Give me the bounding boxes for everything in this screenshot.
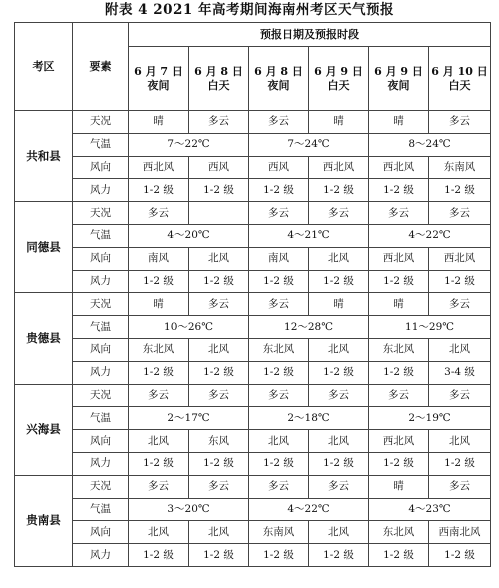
county-name: 兴海县 xyxy=(15,384,73,475)
value-cell: 晴 xyxy=(129,111,189,134)
value-cell: 西南北风 xyxy=(429,521,491,544)
period-date: 6 月 9 日 xyxy=(374,64,423,78)
value-cell: 南风 xyxy=(249,247,309,270)
element-label: 风向 xyxy=(73,521,129,544)
value-cell: 1-2 级 xyxy=(189,179,249,202)
value-cell: 北风 xyxy=(129,430,189,453)
header-group: 预报日期及预报时段 xyxy=(129,23,491,47)
value-cell: 多云 xyxy=(429,293,491,316)
header-area: 考区 xyxy=(15,23,73,111)
value-cell xyxy=(189,202,249,225)
value-cell: 北风 xyxy=(249,430,309,453)
value-cell: 晴 xyxy=(309,111,369,134)
temperature-cell: 2～19℃ xyxy=(369,407,491,430)
value-cell: 多云 xyxy=(189,111,249,134)
table-row xyxy=(15,156,491,179)
value-cell: 南风 xyxy=(129,247,189,270)
value-cell: 多云 xyxy=(189,475,249,498)
value-cell: 1-2 级 xyxy=(369,452,429,475)
value-cell: 晴 xyxy=(369,111,429,134)
period-date: 6 月 9 日 xyxy=(314,64,363,78)
element-label: 风向 xyxy=(73,430,129,453)
element-label: 风力 xyxy=(73,452,129,475)
temperature-cell: 4～21℃ xyxy=(249,224,369,247)
value-cell: 多云 xyxy=(429,384,491,407)
table-row xyxy=(15,475,491,498)
value-cell: 1-2 级 xyxy=(429,179,491,202)
value-cell: 多云 xyxy=(129,384,189,407)
value-cell: 多云 xyxy=(309,384,369,407)
value-cell: 东南风 xyxy=(429,156,491,179)
county-name: 同德县 xyxy=(15,202,73,293)
period-time: 夜间 xyxy=(147,78,170,92)
value-cell: 北风 xyxy=(189,247,249,270)
table-row xyxy=(15,133,491,156)
element-label: 气温 xyxy=(73,407,129,430)
temperature-cell: 4～20℃ xyxy=(129,224,249,247)
value-cell: 晴 xyxy=(129,293,189,316)
value-cell: 多云 xyxy=(249,475,309,498)
element-label: 天况 xyxy=(73,475,129,498)
value-cell: 晴 xyxy=(369,475,429,498)
period-time: 夜间 xyxy=(387,78,410,92)
value-cell: 多云 xyxy=(369,384,429,407)
value-cell: 多云 xyxy=(129,475,189,498)
temperature-cell: 2～17℃ xyxy=(129,407,249,430)
value-cell: 东北风 xyxy=(129,338,189,361)
table-row xyxy=(15,544,491,567)
value-cell: 1-2 级 xyxy=(129,270,189,293)
period-time: 夜间 xyxy=(267,78,290,92)
table-row xyxy=(15,316,491,339)
element-label: 风向 xyxy=(73,247,129,270)
value-cell: 东风 xyxy=(189,430,249,453)
temperature-cell: 8～24℃ xyxy=(369,133,491,156)
period-date: 6 月 7 日 xyxy=(134,64,183,78)
value-cell: 东北风 xyxy=(249,338,309,361)
header-period xyxy=(309,47,369,111)
value-cell: 晴 xyxy=(369,293,429,316)
value-cell: 1-2 级 xyxy=(189,544,249,567)
value-cell: 3-4 级 xyxy=(429,361,491,384)
county-name: 共和县 xyxy=(15,111,73,202)
value-cell: 多云 xyxy=(429,111,491,134)
header-row xyxy=(15,23,491,47)
element-label: 气温 xyxy=(73,133,129,156)
table-row xyxy=(15,202,491,225)
value-cell: 北风 xyxy=(309,521,369,544)
table-title: 附表 4 2021 年高考期间海南州考区天气预报 xyxy=(104,2,395,18)
table-row xyxy=(15,293,491,316)
table-row xyxy=(15,247,491,270)
table-row xyxy=(15,452,491,475)
value-cell: 晴 xyxy=(309,293,369,316)
value-cell: 1-2 级 xyxy=(309,452,369,475)
value-cell: 多云 xyxy=(129,202,189,225)
element-label: 天况 xyxy=(73,111,129,134)
element-label: 风力 xyxy=(73,544,129,567)
value-cell: 北风 xyxy=(189,338,249,361)
element-label: 风力 xyxy=(73,179,129,202)
table-row xyxy=(15,498,491,521)
value-cell: 多云 xyxy=(249,111,309,134)
period-time: 白天 xyxy=(327,78,350,92)
table-row xyxy=(15,179,491,202)
table-row xyxy=(15,361,491,384)
value-cell: 1-2 级 xyxy=(369,179,429,202)
value-cell: 西风 xyxy=(189,156,249,179)
period-time: 白天 xyxy=(448,78,471,92)
value-cell: 多云 xyxy=(189,293,249,316)
value-cell: 1-2 级 xyxy=(429,544,491,567)
period-date: 6 月 10 日 xyxy=(431,64,488,78)
value-cell: 多云 xyxy=(189,384,249,407)
value-cell: 北风 xyxy=(309,247,369,270)
value-cell: 多云 xyxy=(309,202,369,225)
value-cell: 1-2 级 xyxy=(189,361,249,384)
temperature-cell: 7～22℃ xyxy=(129,133,249,156)
table-row xyxy=(15,270,491,293)
value-cell: 西北风 xyxy=(369,247,429,270)
value-cell: 多云 xyxy=(429,475,491,498)
value-cell: 西北风 xyxy=(369,430,429,453)
value-cell: 西北风 xyxy=(429,247,491,270)
element-label: 天况 xyxy=(73,384,129,407)
period-date: 6 月 8 日 xyxy=(194,64,243,78)
header-period xyxy=(249,47,309,111)
value-cell: 东南风 xyxy=(249,521,309,544)
value-cell: 1-2 级 xyxy=(309,544,369,567)
period-date: 6 月 8 日 xyxy=(254,64,303,78)
value-cell: 1-2 级 xyxy=(429,452,491,475)
value-cell: 多云 xyxy=(249,384,309,407)
value-cell: 1-2 级 xyxy=(249,452,309,475)
value-cell: 西风 xyxy=(249,156,309,179)
value-cell: 多云 xyxy=(369,202,429,225)
value-cell: 多云 xyxy=(249,202,309,225)
value-cell: 西北风 xyxy=(369,156,429,179)
table-row xyxy=(15,407,491,430)
value-cell: 北风 xyxy=(309,430,369,453)
table-row xyxy=(15,384,491,407)
weather-forecast-table xyxy=(14,22,491,567)
value-cell: 西北风 xyxy=(129,156,189,179)
header-period xyxy=(429,47,491,111)
value-cell: 多云 xyxy=(309,475,369,498)
value-cell: 1-2 级 xyxy=(429,270,491,293)
element-label: 气温 xyxy=(73,316,129,339)
element-label: 风力 xyxy=(73,270,129,293)
value-cell: 1-2 级 xyxy=(309,361,369,384)
element-label: 气温 xyxy=(73,498,129,521)
header-period xyxy=(189,47,249,111)
value-cell: 1-2 级 xyxy=(129,179,189,202)
value-cell: 西北风 xyxy=(309,156,369,179)
element-label: 天况 xyxy=(73,293,129,316)
value-cell: 北风 xyxy=(309,338,369,361)
temperature-cell: 4～22℃ xyxy=(369,224,491,247)
county-name: 贵德县 xyxy=(15,293,73,384)
value-cell: 1-2 级 xyxy=(249,544,309,567)
temperature-cell: 7～24℃ xyxy=(249,133,369,156)
value-cell: 1-2 级 xyxy=(189,452,249,475)
value-cell: 1-2 级 xyxy=(309,270,369,293)
table-row xyxy=(15,111,491,134)
element-label: 风向 xyxy=(73,338,129,361)
table-row xyxy=(15,224,491,247)
header-period xyxy=(129,47,189,111)
value-cell: 1-2 级 xyxy=(369,270,429,293)
element-label: 天况 xyxy=(73,202,129,225)
value-cell: 1-2 级 xyxy=(129,452,189,475)
element-label: 风力 xyxy=(73,361,129,384)
value-cell: 北风 xyxy=(429,338,491,361)
table-row xyxy=(15,338,491,361)
value-cell: 1-2 级 xyxy=(249,270,309,293)
value-cell: 1-2 级 xyxy=(369,361,429,384)
header-element: 要素 xyxy=(73,23,129,111)
county-name: 贵南县 xyxy=(15,475,73,566)
value-cell: 1-2 级 xyxy=(249,361,309,384)
value-cell: 北风 xyxy=(189,521,249,544)
value-cell: 1-2 级 xyxy=(369,544,429,567)
value-cell: 北风 xyxy=(129,521,189,544)
value-cell: 1-2 级 xyxy=(309,179,369,202)
value-cell: 多云 xyxy=(429,202,491,225)
value-cell: 北风 xyxy=(429,430,491,453)
temperature-cell: 4～22℃ xyxy=(249,498,369,521)
value-cell: 1-2 级 xyxy=(129,361,189,384)
header-period xyxy=(369,47,429,111)
value-cell: 1-2 级 xyxy=(249,179,309,202)
table-body xyxy=(15,23,491,567)
temperature-cell: 11～29℃ xyxy=(369,316,491,339)
value-cell: 1-2 级 xyxy=(129,544,189,567)
period-time: 白天 xyxy=(207,78,230,92)
element-label: 风向 xyxy=(73,156,129,179)
value-cell: 1-2 级 xyxy=(189,270,249,293)
value-cell: 东北风 xyxy=(369,521,429,544)
table-row xyxy=(15,430,491,453)
temperature-cell: 3～20℃ xyxy=(129,498,249,521)
element-label: 气温 xyxy=(73,224,129,247)
table-row xyxy=(15,521,491,544)
temperature-cell: 12～28℃ xyxy=(249,316,369,339)
temperature-cell: 4～23℃ xyxy=(369,498,491,521)
temperature-cell: 10～26℃ xyxy=(129,316,249,339)
value-cell: 多云 xyxy=(249,293,309,316)
temperature-cell: 2～18℃ xyxy=(249,407,369,430)
value-cell: 东北风 xyxy=(369,338,429,361)
